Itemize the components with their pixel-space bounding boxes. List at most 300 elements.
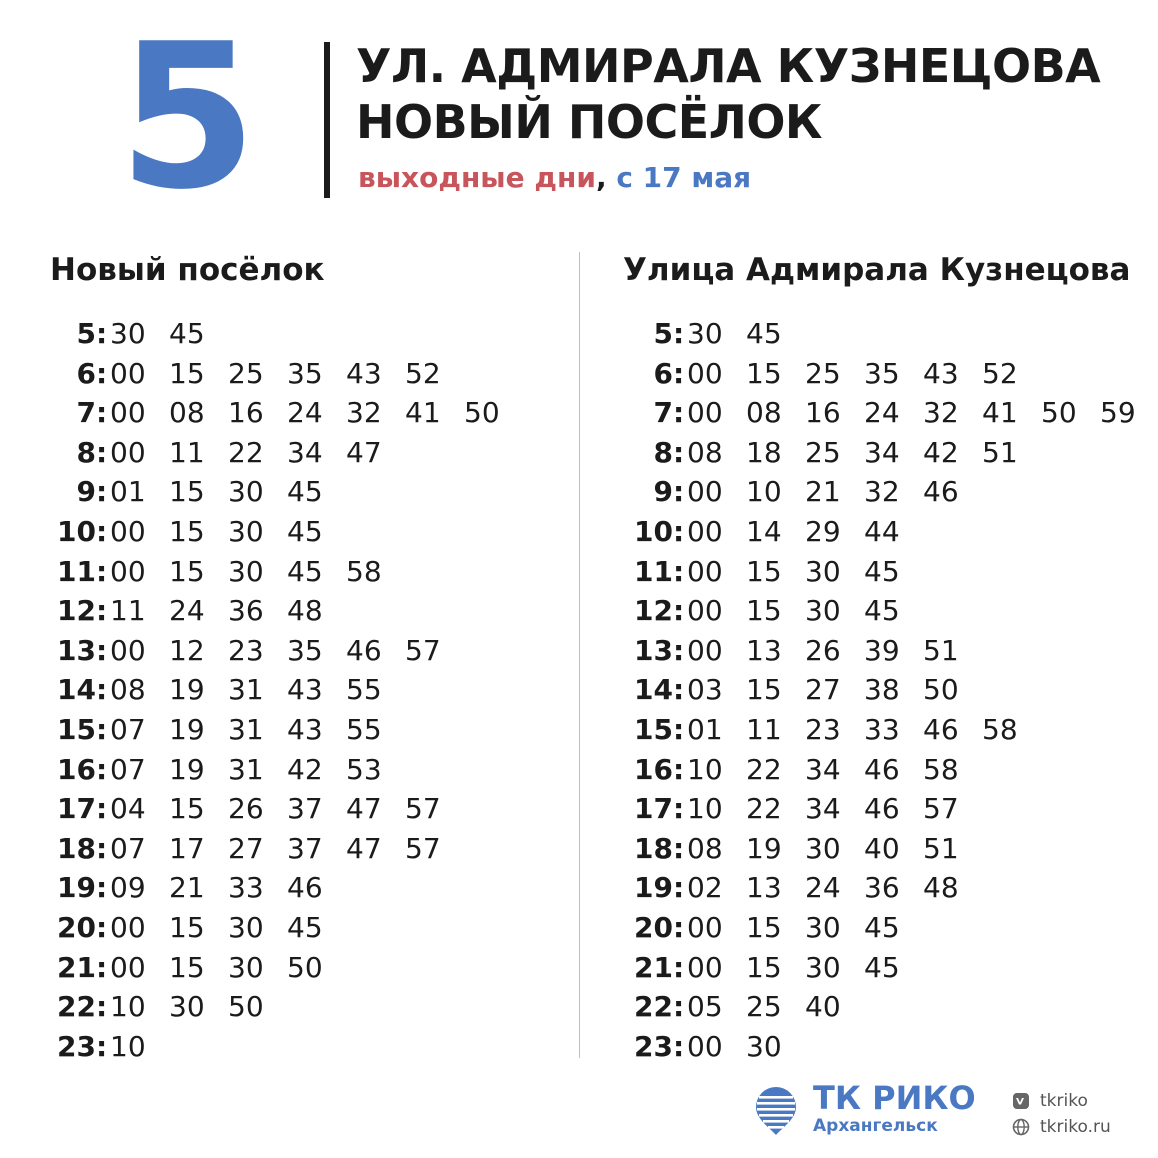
logo-name: ТК РИКО (813, 1079, 976, 1117)
website-contact[interactable] (1012, 1114, 1111, 1140)
website-link: tkriko.ru (1040, 1117, 1111, 1137)
departure-minute: 12 (169, 633, 205, 667)
minutes-list (687, 354, 1041, 394)
departure-minute: 46 (923, 475, 959, 509)
departure-minute: 34 (287, 435, 323, 469)
route-title-line1: УЛ. АДМИРАЛА КУЗНЕЦОВА (356, 39, 1101, 93)
departure-minute: 59 (1100, 396, 1136, 430)
departure-minute: 25 (805, 356, 841, 390)
departure-minute: 00 (687, 514, 723, 548)
departure-minute: 08 (169, 396, 205, 430)
departure-minute: 45 (287, 475, 323, 509)
departure-minute: 19 (169, 752, 205, 786)
departure-minute: 11 (110, 594, 146, 628)
departure-minute: 34 (805, 752, 841, 786)
departure-minute: 15 (746, 356, 782, 390)
departure-minute: 39 (864, 633, 900, 667)
departure-minute: 36 (228, 594, 264, 628)
departure-minute: 43 (287, 712, 323, 746)
departure-minute: 24 (864, 396, 900, 430)
hour-label: 15 (634, 712, 673, 746)
departure-minute: 32 (346, 396, 382, 430)
departure-minute: 30 (228, 475, 264, 509)
departure-minute: 37 (287, 831, 323, 865)
departure-minute: 22 (746, 792, 782, 826)
subtitle-days: выходные дни (358, 161, 596, 194)
hour-label: 21 (634, 950, 673, 984)
departure-minute: 21 (169, 871, 205, 905)
vk-contact[interactable] (1012, 1088, 1111, 1114)
departure-minute: 00 (687, 910, 723, 944)
departure-minute: 01 (110, 475, 146, 509)
hour-colon: : (96, 950, 108, 984)
departure-minute: 10 (110, 1029, 146, 1063)
logo-city: Архангельск (813, 1116, 938, 1136)
hour-colon: : (96, 831, 108, 865)
hour-colon: : (96, 673, 108, 707)
minutes-list (110, 948, 346, 988)
departure-minute: 43 (346, 356, 382, 390)
hour-label: 9 (76, 475, 96, 509)
hour-label: 19 (634, 871, 673, 905)
departure-minute: 30 (805, 950, 841, 984)
departure-minute: 51 (923, 831, 959, 865)
departure-minute: 19 (169, 673, 205, 707)
departure-minute: 32 (864, 475, 900, 509)
hour-label: 20 (57, 910, 96, 944)
departure-minute: 15 (169, 554, 205, 588)
departure-minute: 45 (746, 317, 782, 350)
departure-minute: 46 (346, 633, 382, 667)
hour-colon: : (673, 792, 685, 826)
departure-minute: 46 (864, 752, 900, 786)
minutes-list (110, 393, 523, 433)
departure-minute: 07 (110, 752, 146, 786)
departure-minute: 53 (346, 752, 382, 786)
departure-minute: 45 (287, 554, 323, 588)
minutes-list (110, 314, 228, 354)
subtitle-comma: , (595, 161, 607, 194)
departure-minute: 00 (110, 356, 146, 390)
departure-minute: 31 (228, 673, 264, 707)
minutes-list (110, 987, 287, 1027)
departure-minute: 47 (346, 831, 382, 865)
hour-label: 12 (57, 594, 96, 628)
departure-minute: 10 (110, 990, 146, 1024)
left-column-heading: Новый посёлок (50, 252, 325, 288)
departure-minute: 34 (864, 435, 900, 469)
departure-minute: 19 (746, 831, 782, 865)
departure-minute: 16 (805, 396, 841, 430)
hour-label: 5 (76, 317, 96, 350)
hour-colon: : (673, 990, 685, 1024)
hour-colon: : (96, 514, 108, 548)
departure-minute: 45 (287, 910, 323, 944)
departure-minute: 15 (169, 356, 205, 390)
hour-colon: : (673, 594, 685, 628)
hour-colon: : (96, 871, 108, 905)
hour-label: 15 (57, 712, 96, 746)
departure-minute: 55 (346, 673, 382, 707)
departure-minute: 43 (287, 673, 323, 707)
hour-label: 14 (634, 673, 673, 707)
departure-minute: 30 (169, 990, 205, 1024)
departure-minute: 00 (687, 633, 723, 667)
departure-minute: 08 (687, 831, 723, 865)
hour-label: 23 (634, 1029, 673, 1063)
tk-riko-logo-icon (753, 1085, 799, 1137)
hour-label: 13 (57, 633, 96, 667)
departure-minute: 15 (746, 554, 782, 588)
departure-minute: 35 (287, 356, 323, 390)
departure-minute: 57 (405, 792, 441, 826)
departure-minute: 33 (864, 712, 900, 746)
minutes-list (687, 829, 982, 869)
departure-minute: 42 (923, 435, 959, 469)
hour-label: 21 (57, 950, 96, 984)
minutes-list (687, 987, 864, 1027)
departure-minute: 42 (287, 752, 323, 786)
departure-minute: 47 (346, 435, 382, 469)
hour-label: 11 (57, 554, 96, 588)
hour-colon: : (673, 950, 685, 984)
minutes-list (110, 552, 405, 592)
minutes-list (110, 789, 464, 829)
departure-minute: 22 (228, 435, 264, 469)
departure-minute: 02 (687, 871, 723, 905)
departure-minute: 15 (169, 514, 205, 548)
hour-colon: : (673, 910, 685, 944)
departure-minute: 51 (923, 633, 959, 667)
departure-minute: 26 (805, 633, 841, 667)
departure-minute: 43 (923, 356, 959, 390)
departure-minute: 46 (864, 792, 900, 826)
hour-colon: : (673, 633, 685, 667)
hour-label: 7 (653, 396, 673, 430)
departure-minute: 33 (228, 871, 264, 905)
departure-minute: 46 (287, 871, 323, 905)
departure-minute: 27 (805, 673, 841, 707)
hour-colon: : (96, 435, 108, 469)
minutes-list (687, 314, 805, 354)
route-number: 5 (118, 1, 254, 234)
minutes-list (110, 670, 405, 710)
departure-minute: 45 (864, 950, 900, 984)
departure-minute: 58 (346, 554, 382, 588)
minutes-list (687, 789, 982, 829)
minutes-list (687, 710, 1041, 750)
departure-minute: 37 (287, 792, 323, 826)
departure-minute: 30 (228, 950, 264, 984)
departure-minute: 09 (110, 871, 146, 905)
departure-minute: 30 (805, 594, 841, 628)
hour-colon: : (673, 712, 685, 746)
route-title-line2: НОВЫЙ ПОСЁЛОК (356, 95, 823, 149)
hour-colon: : (673, 1029, 685, 1063)
departure-minute: 18 (746, 435, 782, 469)
departure-minute: 00 (687, 356, 723, 390)
minutes-list (687, 591, 923, 631)
hour-colon: : (96, 633, 108, 667)
departure-minute: 35 (864, 356, 900, 390)
globe-icon (1012, 1118, 1030, 1136)
hour-colon: : (96, 752, 108, 786)
departure-minute: 24 (169, 594, 205, 628)
departure-minute: 01 (687, 712, 723, 746)
hour-colon: : (96, 356, 108, 390)
departure-minute: 41 (982, 396, 1018, 430)
departure-minute: 00 (110, 435, 146, 469)
departure-minute: 35 (287, 633, 323, 667)
minutes-list (687, 908, 923, 948)
minutes-list (110, 354, 464, 394)
minutes-list (110, 1027, 169, 1067)
departure-minute: 51 (982, 435, 1018, 469)
departure-minute: 45 (287, 514, 323, 548)
departure-minute: 50 (464, 396, 500, 430)
departure-minute: 52 (405, 356, 441, 390)
hour-colon: : (96, 317, 108, 350)
hour-colon: : (96, 554, 108, 588)
hour-colon: : (673, 514, 685, 548)
route-title (356, 38, 1100, 150)
departure-minute: 21 (805, 475, 841, 509)
departure-minute: 24 (805, 871, 841, 905)
departure-minute: 08 (746, 396, 782, 430)
departure-minute: 45 (169, 317, 205, 350)
hour-label: 16 (57, 752, 96, 786)
departure-minute: 57 (405, 831, 441, 865)
minutes-list (110, 868, 346, 908)
hour-label: 17 (57, 792, 96, 826)
departure-minute: 46 (923, 712, 959, 746)
hour-colon: : (96, 712, 108, 746)
minutes-list (110, 512, 346, 552)
departure-minute: 44 (864, 514, 900, 548)
hour-colon: : (673, 871, 685, 905)
departure-minute: 15 (746, 950, 782, 984)
schedule-subtitle (358, 160, 751, 196)
right-column-heading: Улица Адмирала Кузнецова (623, 252, 1131, 288)
departure-minute: 15 (746, 594, 782, 628)
column-divider (579, 252, 580, 1058)
departure-minute: 17 (169, 831, 205, 865)
departure-minute: 31 (228, 712, 264, 746)
minutes-list (687, 472, 982, 512)
departure-minute: 50 (287, 950, 323, 984)
departure-minute: 31 (228, 752, 264, 786)
departure-minute: 48 (287, 594, 323, 628)
departure-minute: 55 (346, 712, 382, 746)
minutes-list (687, 631, 982, 671)
departure-minute: 00 (687, 950, 723, 984)
hour-colon: : (673, 435, 685, 469)
departure-minute: 15 (746, 673, 782, 707)
hour-label: 18 (634, 831, 673, 865)
departure-minute: 08 (687, 435, 723, 469)
hour-colon: : (673, 673, 685, 707)
hour-colon: : (673, 396, 685, 430)
departure-minute: 30 (228, 910, 264, 944)
departure-minute: 19 (169, 712, 205, 746)
hour-label: 13 (634, 633, 673, 667)
hour-colon: : (96, 475, 108, 509)
minutes-list (110, 710, 405, 750)
minutes-list (687, 393, 1158, 433)
departure-minute: 00 (110, 950, 146, 984)
departure-minute: 10 (687, 792, 723, 826)
departure-minute: 00 (687, 594, 723, 628)
departure-minute: 50 (923, 673, 959, 707)
departure-minute: 23 (228, 633, 264, 667)
departure-minute: 30 (805, 910, 841, 944)
departure-minute: 47 (346, 792, 382, 826)
hour-colon: : (673, 752, 685, 786)
departure-minute: 15 (169, 475, 205, 509)
departure-minute: 05 (687, 990, 723, 1024)
minutes-list (687, 868, 982, 908)
hour-label: 19 (57, 871, 96, 905)
minutes-list (687, 750, 982, 790)
departure-minute: 30 (110, 317, 146, 350)
departure-minute: 45 (864, 594, 900, 628)
departure-minute: 11 (169, 435, 205, 469)
departure-minute: 48 (923, 871, 959, 905)
departure-minute: 00 (110, 514, 146, 548)
hour-colon: : (96, 1029, 108, 1063)
departure-minute: 41 (405, 396, 441, 430)
departure-minute: 15 (169, 910, 205, 944)
departure-minute: 00 (687, 475, 723, 509)
departure-minute: 15 (169, 792, 205, 826)
hour-label: 9 (653, 475, 673, 509)
hour-colon: : (673, 356, 685, 390)
hour-colon: : (96, 990, 108, 1024)
hour-label: 6 (76, 356, 96, 390)
minutes-list (110, 631, 464, 671)
departure-minute: 00 (687, 554, 723, 588)
departure-minute: 11 (746, 712, 782, 746)
hour-label: 7 (76, 396, 96, 430)
departure-minute: 03 (687, 673, 723, 707)
departure-minute: 36 (864, 871, 900, 905)
minutes-list (687, 433, 1041, 473)
hour-label: 11 (634, 554, 673, 588)
subtitle-date: с 17 мая (616, 161, 752, 194)
minutes-list (110, 591, 346, 631)
hour-colon: : (96, 396, 108, 430)
departure-minute: 45 (864, 554, 900, 588)
departure-minute: 25 (805, 435, 841, 469)
departure-minute: 13 (746, 871, 782, 905)
footer-contacts (1012, 1088, 1111, 1140)
minutes-list (687, 948, 923, 988)
minutes-list (687, 512, 923, 552)
departure-minute: 25 (228, 356, 264, 390)
departure-minute: 52 (982, 356, 1018, 390)
minutes-list (110, 908, 346, 948)
departure-minute: 57 (923, 792, 959, 826)
hour-colon: : (673, 554, 685, 588)
departure-minute: 00 (687, 1029, 723, 1063)
departure-minute: 15 (746, 910, 782, 944)
hour-label: 5 (653, 317, 673, 350)
departure-minute: 30 (687, 317, 723, 350)
departure-minute: 40 (805, 990, 841, 1024)
hour-label: 22 (57, 990, 96, 1024)
hour-colon: : (96, 594, 108, 628)
hour-colon: : (673, 831, 685, 865)
departure-minute: 29 (805, 514, 841, 548)
hour-colon: : (96, 910, 108, 944)
departure-minute: 27 (228, 831, 264, 865)
hour-label: 22 (634, 990, 673, 1024)
departure-minute: 30 (746, 1029, 782, 1063)
departure-minute: 58 (923, 752, 959, 786)
departure-minute: 25 (746, 990, 782, 1024)
hour-colon: : (673, 317, 685, 350)
hour-label: 10 (634, 514, 673, 548)
departure-minute: 10 (746, 475, 782, 509)
departure-minute: 04 (110, 792, 146, 826)
hour-label: 16 (634, 752, 673, 786)
hour-colon: : (673, 475, 685, 509)
departure-minute: 13 (746, 633, 782, 667)
departure-minute: 30 (805, 831, 841, 865)
minutes-list (687, 670, 982, 710)
departure-minute: 07 (110, 712, 146, 746)
departure-minute: 00 (110, 633, 146, 667)
departure-minute: 16 (228, 396, 264, 430)
departure-minute: 32 (923, 396, 959, 430)
departure-minute: 30 (228, 514, 264, 548)
departure-minute: 45 (864, 910, 900, 944)
minutes-list (687, 1027, 805, 1067)
departure-minute: 40 (864, 831, 900, 865)
minutes-list (687, 552, 923, 592)
hour-colon: : (96, 792, 108, 826)
departure-minute: 08 (110, 673, 146, 707)
minutes-list (110, 433, 405, 473)
departure-minute: 34 (805, 792, 841, 826)
hour-label: 6 (653, 356, 673, 390)
departure-minute: 23 (805, 712, 841, 746)
departure-minute: 07 (110, 831, 146, 865)
departure-minute: 38 (864, 673, 900, 707)
departure-minute: 30 (228, 554, 264, 588)
departure-minute: 58 (982, 712, 1018, 746)
minutes-list (110, 750, 405, 790)
departure-minute: 26 (228, 792, 264, 826)
hour-label: 10 (57, 514, 96, 548)
departure-minute: 50 (228, 990, 264, 1024)
departure-minute: 30 (805, 554, 841, 588)
hour-label: 18 (57, 831, 96, 865)
departure-minute: 50 (1041, 396, 1077, 430)
departure-minute: 00 (110, 910, 146, 944)
hour-label: 14 (57, 673, 96, 707)
hour-label: 23 (57, 1029, 96, 1063)
hour-label: 8 (76, 435, 96, 469)
departure-minute: 00 (110, 554, 146, 588)
minutes-list (110, 472, 346, 512)
departure-minute: 14 (746, 514, 782, 548)
title-divider-bar (324, 42, 330, 198)
hour-label: 17 (634, 792, 673, 826)
departure-minute: 15 (169, 950, 205, 984)
departure-minute: 10 (687, 752, 723, 786)
departure-minute: 22 (746, 752, 782, 786)
